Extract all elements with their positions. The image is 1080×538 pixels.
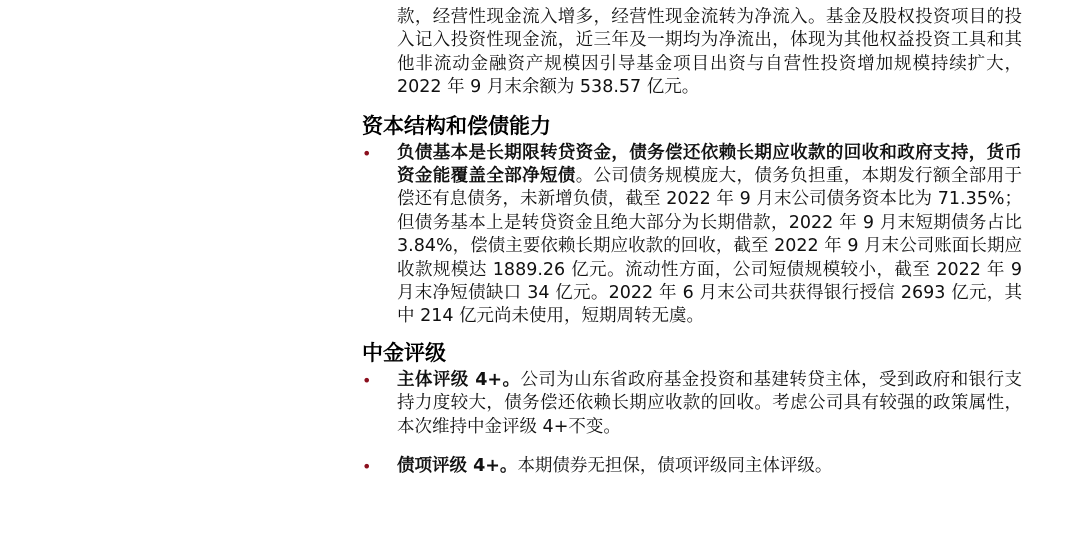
bullet-item-debt: [362, 142, 1022, 329]
bullet-bold-lead: 主体评级 4+。: [397, 369, 521, 390]
bullet-paragraph: [362, 369, 1022, 439]
section-heading-capital-structure: 资本结构和偿债能力: [362, 113, 551, 138]
bullet-item-bond-rating: [362, 455, 1022, 478]
bullet-bold-lead: 债项评级 4+。: [397, 456, 518, 477]
bullet-icon: •: [362, 370, 372, 390]
report-body: [362, 0, 1022, 479]
bullet-item-issuer-rating: [362, 369, 1022, 439]
bullet-icon: •: [362, 457, 372, 477]
bullet-bold-lead: 负债基本是长期限转贷资金，债务偿还依赖长期应收款的回收和政府支持，货币资金能覆盖全部净短债: [397, 142, 1022, 187]
bullet-paragraph: [362, 455, 1022, 478]
bullet-text: 本期债券无担保，债项评级同主体评级。: [517, 456, 833, 477]
bullet-text: 公司为山东省政府基金投资和基建转贷主体，受到政府和银行支持力度较大，债务偿还依赖长期应收款的回收。考虑公司具有较强的政策属性，本次维持中金评级 4+不变。: [397, 369, 1022, 437]
bullet-icon: •: [362, 143, 372, 163]
bullet-text: 。公司债务规模庞大，债务负担重，本期发行额全部用于偿还有息债务，未新增负债，截至 2022 年 9 月末公司债务资本比为 71.35%；但债务基本上是转贷资金且绝大部分为长期借款，2022 年 9 月末短期债务占比 3.84%，偿债主要依赖长期应收款的回收，截至 2022 年 9 月末公司账面长期应收款规模达 1889.26 亿元。流动性方面，公司短债规模较小，截至 2022 年 9 月末净短债缺口 34 亿元。2022 年 6 月末公司共获得银行授信 2693 亿元，其中 214 亿元尚未使用，短期周转无虞。: [397, 166, 1023, 327]
section-heading-rating: 中金评级: [362, 340, 446, 365]
bullet-paragraph: [362, 142, 1022, 329]
intro-paragraph: 款，经营性现金流入增多，经营性现金流转为净流入。基金及股权投资项目的投入记入投资性现金流，近三年及一期均为净流出，体现为其他权益投资工具和其他非流动金融资产规模因引导基金项目出资与自营性投资增加规模持续扩大，2022 年 9 月末余额为 538.57 亿元。: [397, 7, 1022, 98]
